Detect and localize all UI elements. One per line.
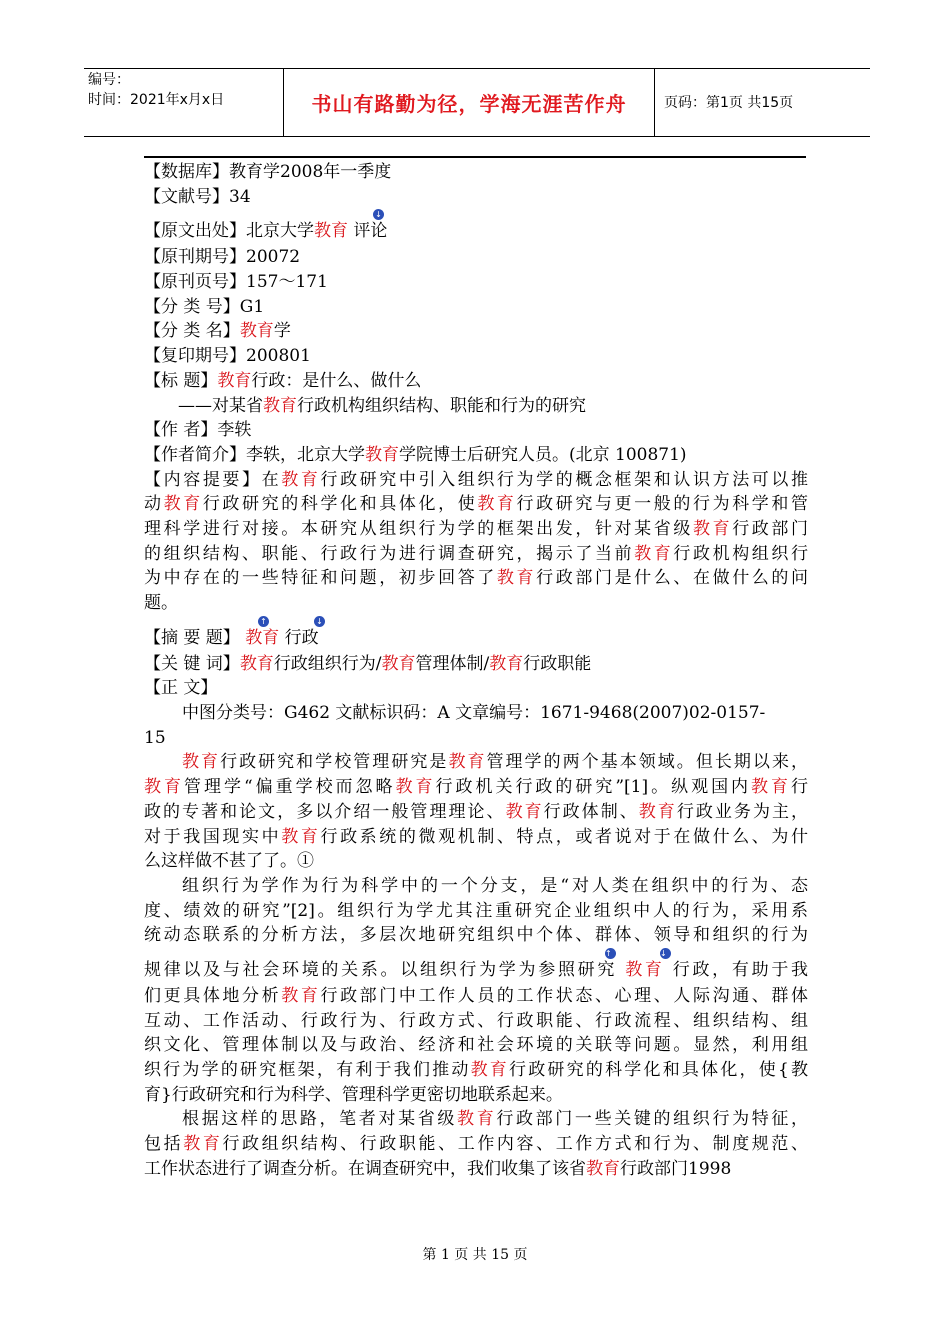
highlight-keyword: 教育 xyxy=(448,752,487,773)
text-line: 工作状态进行了调查分析。在调查研究中，我们收集了该省教育行政部门1998 xyxy=(144,1158,732,1179)
highlight-keyword: 教育 xyxy=(314,221,348,242)
header-motto: 书山有路勤为径，学海无涯苦作舟 xyxy=(311,91,627,116)
highlight-keyword: 教育 xyxy=(625,959,665,980)
text-line: 度、绩效的研究”[2]。组织行为学尤其注重研究企业组织中人的行为，采用系 xyxy=(144,900,808,921)
text-line: 【文献号】34 xyxy=(144,186,251,207)
highlight-keyword: 教育 xyxy=(263,395,297,416)
text-line: 【分 类 名】教育学 xyxy=(144,321,291,342)
text-line: 【原刊期号】20072 xyxy=(144,247,301,268)
text-line: 动教育行政研究的科学化和具体化，使教育行政研究与更一般的行为科学和管 xyxy=(144,494,809,515)
text-line: 么这样做不甚了了。① xyxy=(144,851,314,872)
highlight-keyword: 教育 xyxy=(496,568,537,589)
header-bottom-line xyxy=(84,136,870,137)
text-line: 【复印期号】200801 xyxy=(144,346,311,367)
highlight-keyword: 教育 xyxy=(281,469,321,490)
highlight-keyword: 教育 xyxy=(634,543,674,564)
highlight-keyword: 教育 xyxy=(477,494,517,515)
text-line: 【作者简介】李轶，北京大学教育学院博士后研究人员。(北京 100871) xyxy=(144,444,687,465)
arrow-down-icon: ↓ xyxy=(373,209,384,220)
highlight-keyword: 教育 xyxy=(163,494,203,515)
number-label: 编号： xyxy=(88,72,130,88)
text-line: 织行为学的研究框架，有利于我们推动教育行政研究的科学化和具体化，使{教 xyxy=(144,1060,808,1080)
text-line: 【作 者】李轶 xyxy=(144,420,252,441)
text-line: 的组织结构、职能、行政行为进行调查研究，揭示了当前教育行政机构组织行 xyxy=(144,543,809,564)
highlight-keyword: 教育 xyxy=(751,777,792,798)
arrow-down-icon: ↓ xyxy=(314,616,325,627)
highlight-keyword: 教育 xyxy=(245,627,280,648)
text-line: 育}行政研究和行为科学、管理科学更密切地联系起来。 xyxy=(144,1084,563,1105)
text-line: 为中存在的一些特征和问题，初步回答了教育行政部门是什么、在做什么的问 xyxy=(144,568,809,589)
text-line: 互动、工作活动、行政行为、行政方式、行政职能、行政流程、组织结构、组 xyxy=(144,1010,808,1031)
text-line: 织文化、管理体制以及与政治、经济和社会环境的关联等问题。显然，利用组 xyxy=(144,1035,808,1056)
highlight-keyword: 教育 xyxy=(183,1134,223,1155)
arrow-up-icon: ↑ xyxy=(258,616,269,627)
text-line: 规律以及与社会环境的关系。以组织行为学为参照研究 教育 行政，有助于我 ↑ ↓ xyxy=(144,948,809,980)
text-line: 【正 文】 xyxy=(144,678,218,699)
text-line: 15 xyxy=(144,727,166,748)
highlight-keyword: 教育 xyxy=(489,653,524,674)
highlight-keyword: 教育 xyxy=(217,370,252,391)
time-label: 时间：2021年x月x日 xyxy=(88,92,225,108)
header-divider-right xyxy=(654,68,655,136)
highlight-keyword: 教育 xyxy=(281,985,321,1006)
highlight-keyword: 教育 xyxy=(395,777,436,798)
highlight-keyword: 教育 xyxy=(638,801,677,822)
text-line: 【分 类 号】G1 xyxy=(144,296,265,317)
highlight-keyword: 教育 xyxy=(381,653,416,674)
page-footer: 第 1 页 共 15 页 xyxy=(422,1247,528,1263)
text-line: 统动态联系的分析方法，多层次地研究组织中个体、群体、领导和组织的行为 xyxy=(144,925,808,946)
highlight-keyword: 教育 xyxy=(692,518,733,539)
text-line: 【标 题】教育行政：是什么、做什么 xyxy=(144,370,422,391)
text-line: 【内容提要】在教育行政研究中引入组织行为学的概念框架和认识方法可以推 xyxy=(144,469,809,490)
text-line: 【数据库】教育学2008年一季度 xyxy=(144,162,392,182)
text-line: 组织行为学作为行为科学中的一个分支，是“对人类在组织中的行为、态 xyxy=(182,875,808,896)
article-body xyxy=(144,160,808,1181)
highlight-keyword: 教育 xyxy=(457,1109,497,1130)
highlight-keyword: 教育 xyxy=(586,1158,620,1179)
text-line: 根据这样的思路，笔者对某省级教育行政部门一些关键的组织行为特征， xyxy=(182,1109,809,1130)
text-line: 中图分类号：G462 文献标识码：A 文章编号：1671-9468(2007)02-0157- xyxy=(182,703,766,724)
text-line: 包括教育行政组织结构、行政职能、工作内容、工作方式和行为、制度规范、 xyxy=(144,1134,809,1155)
arrow-up-icon: ↑ xyxy=(605,948,616,959)
highlight-keyword: 教育 xyxy=(470,1060,510,1080)
text-line: 【原文出处】北京大学教育 评论 ↓ xyxy=(144,210,388,242)
header-meta xyxy=(88,70,224,110)
header-page-label: 页码：第1页 共15页 xyxy=(664,95,794,111)
highlight-keyword: 教育 xyxy=(144,777,184,798)
text-line: ——对某省教育行政机构组织结构、职能和行为的研究 xyxy=(178,395,586,416)
text-line: 对于我国现实中教育行政系统的微观机制、特点，或者说对于在做什么、为什 xyxy=(144,826,809,847)
text-line: 题。 xyxy=(144,593,178,613)
text-line: 【原刊页号】157～171 xyxy=(144,272,328,293)
highlight-keyword: 教育 xyxy=(239,321,274,342)
text-line: 教育行政研究和学校管理研究是教育管理学的两个基本领域。但长期以来， xyxy=(182,752,808,773)
highlight-keyword: 教育 xyxy=(505,801,544,822)
content-top-rule xyxy=(144,156,806,158)
text-line: 政的专著和论文，多以介绍一般管理理论、教育行政体制、教育行政业务为主， xyxy=(144,801,809,822)
highlight-keyword: 教育 xyxy=(365,444,399,465)
highlight-keyword: 教育 xyxy=(182,752,221,773)
highlight-keyword: 教育 xyxy=(239,653,274,674)
text-line: 理科学进行对接。本研究从组织行为学的框架出发，针对某省级教育行政部门 xyxy=(144,518,809,539)
text-line: 教育管理学“偏重学校而忽略教育行政机关行政的研究”[1]。纵观国内教育行 xyxy=(144,777,809,798)
highlight-keyword: 教育 xyxy=(281,826,321,847)
text-line: 们更具体地分析教育行政部门中工作人员的工作状态、心理、人际沟通、群体 xyxy=(144,985,809,1006)
text-line: 【关 键 词】教育行政组织行为/教育管理体制/教育行政职能 xyxy=(144,653,592,674)
arrow-down-icon: ↓ xyxy=(660,948,671,959)
text-line: 【摘 要 题】 教育 行政 ↑ ↓ xyxy=(144,616,808,652)
